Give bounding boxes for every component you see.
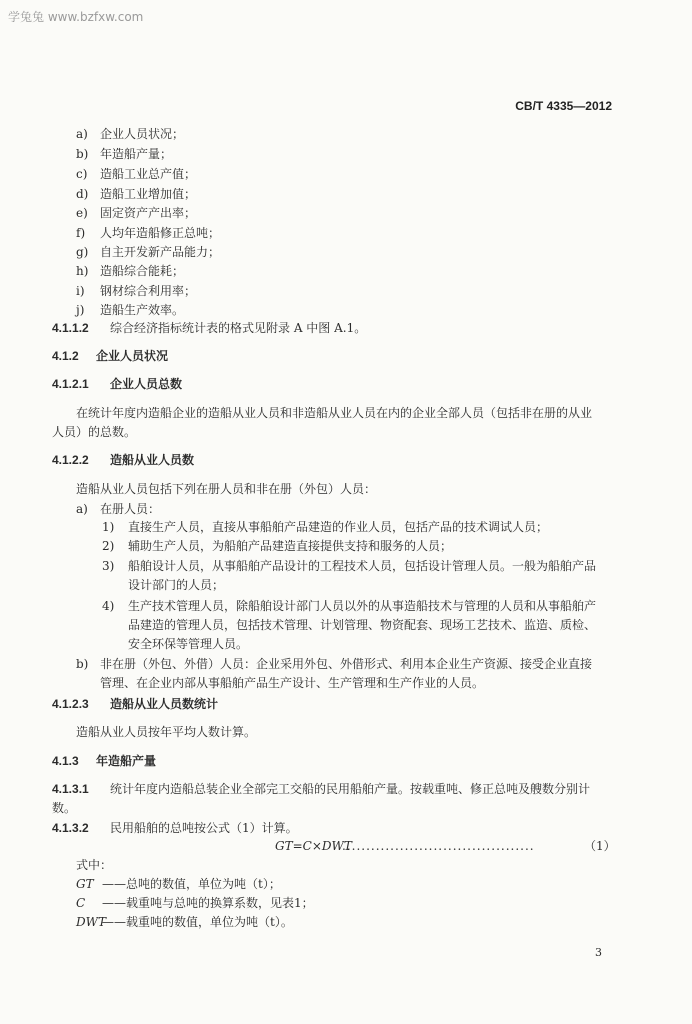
sub-list-item: 4) 生产技术管理人员，除船舶设计部门人员以外的从事造船技术与管理的人员和从事船舶产 [102,599,597,613]
sub-list-item-continued: 安全环保等管理人员。 [128,637,249,651]
watermark: 学兔兔 www.bzfxw.com [8,10,144,24]
clause-4-1-1-2: 4.1.1.2 综合经济指标统计表的格式见附录 A 中图 A.1。 [52,321,367,335]
list-item: a) 企业人员状况； [76,127,185,141]
formula-leader-dots: ........................................ [342,839,535,853]
list-item: f) 人均年造船修正总吨； [76,226,221,240]
standard-number-header: CB/T 4335—2012 [515,99,612,113]
paragraph-line: 在统计年度内造船企业的造船从业人员和非造船从业人员在内的企业全部人员（包括非在册的从业 [76,406,593,420]
list-item: g) 自主开发新产品能力； [76,245,221,259]
sub-list-item: 1) 直接生产人员，直接从事船舶产品建造的作业人员，包括产品的技术调试人员； [102,520,549,534]
list-item: b) 非在册（外包、外借）人员：企业采用外包、外借形式、利用本企业生产资源、接受企业直接 [76,657,593,671]
formula-number: （1） [584,839,616,853]
list-item: a) 在册人员： [76,502,161,516]
paragraph-line: 人员）的总数。 [52,425,137,439]
symbol-definition: C ——载重吨与总吨的换算系数，见表1； [76,896,314,910]
symbol-definition: DWT——载重吨的数值，单位为吨（t）。 [76,915,293,929]
where-intro: 式中： [76,858,113,872]
list-item: j) 造船生产效率。 [76,303,185,317]
clause-4-1-3-1: 4.1.3.1 统计年度内造船总装企业全部完工交船的民用船舶产量。按载重吨、修正总吨及艘数分别计 [52,782,591,796]
paragraph-line: 数。 [52,801,77,815]
sub-list-item: 2) 辅助生产人员，为船舶产品建造直接提供支持和服务的人员； [102,539,453,553]
clause-4-1-3-2: 4.1.3.2 民用船舶的总吨按公式（1）计算。 [52,821,298,835]
section-heading-4-1-2-1: 4.1.2.1 企业人员总数 [52,377,183,391]
section-heading-4-1-2-3: 4.1.2.3 造船从业人员数统计 [52,697,219,711]
list-item: h) 造船综合能耗； [76,264,185,278]
paragraph-line: 造船从业人员包括下列在册人员和非在册（外包）人员： [76,482,377,496]
symbol-definition: GT ——总吨的数值，单位为吨（t）； [76,877,281,891]
list-item-continued: 管理、在企业内部从事船舶产品生产设计、生产管理和生产作业的人员。 [100,676,485,690]
list-item: e) 固定资产产出率； [76,206,197,220]
list-item: i) 钢材综合利用率； [76,284,197,298]
sub-list-item-continued: 品建造的管理人员，包括技术管理、计划管理、物资配套、现场工艺技术、监造、质检、 [128,618,597,632]
list-item: c) 造船工业总产值； [76,167,197,181]
section-heading-4-1-3: 4.1.3 年造船产量 [52,754,157,768]
formula-expression: GT=C×DWT [275,839,352,853]
section-heading-4-1-2: 4.1.2 企业人员状况 [52,349,169,363]
sub-list-item-continued: 设计部门的人员； [128,578,225,592]
section-heading-4-1-2-2: 4.1.2.2 造船从业人员数 [52,453,195,467]
page-number: 3 [595,946,602,959]
sub-list-item: 3) 船舶设计人员，从事船舶产品设计的工程技术人员，包括设计管理人员。一般为船舶产品 [102,559,597,573]
paragraph-line: 造船从业人员按年平均人数计算。 [76,725,257,739]
list-item: b) 年造船产量； [76,147,173,161]
list-item: d) 造船工业增加值； [76,187,197,201]
